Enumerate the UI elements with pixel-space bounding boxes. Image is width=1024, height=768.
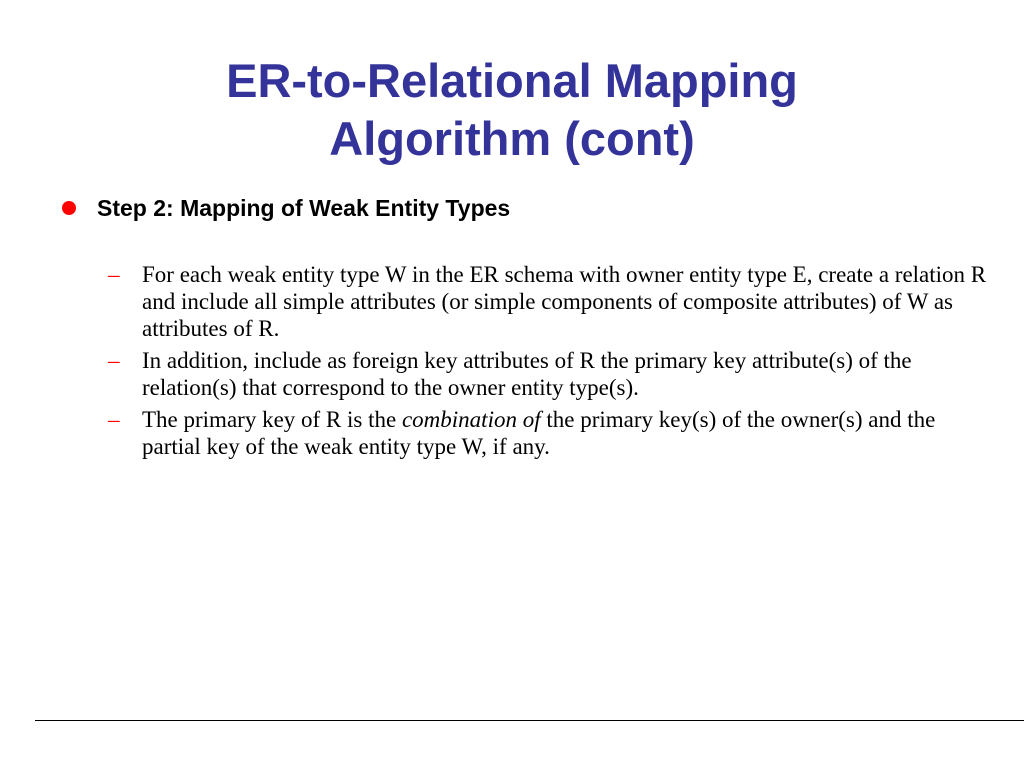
sub-bullet-item — [108, 261, 988, 342]
main-bullet-text: Step 2: Mapping of Weak Entity Types — [97, 195, 511, 221]
sub-bullet-item — [108, 347, 988, 401]
footer-divider — [35, 720, 1024, 721]
slide-title-line-2: Algorithm (cont) — [329, 112, 695, 165]
sub-bullet-text-after: the primary key(s) of the owner(s) and the partial key of the weak entity type W, if any. — [142, 407, 936, 459]
dash-bullet-icon: – — [108, 348, 120, 373]
dash-bullet-icon: – — [108, 407, 120, 432]
sub-bullet-list — [108, 261, 988, 465]
sub-bullet-text-before: The primary key of R is the — [142, 407, 402, 432]
red-dot-bullet-icon — [62, 201, 76, 215]
dash-bullet-icon: – — [108, 262, 120, 287]
main-bullet — [62, 193, 510, 223]
sub-bullet-item — [108, 406, 988, 460]
sub-bullet-text: For each weak entity type W in the ER schema with owner entity type E, create a relation R and include all simple attributes (or simple components of composite attributes) of W as attributes of R. — [142, 262, 987, 341]
slide-title — [0, 52, 1024, 168]
sub-bullet-text-italic: combination of — [401, 407, 541, 432]
sub-bullet-text: In addition, include as foreign key attributes of R the primary key attribute(s) of the relation(s) that correspond to the owner entity type(s). — [142, 348, 912, 400]
slide-title-line-1: ER-to-Relational Mapping — [226, 54, 798, 107]
sub-bullet-text — [142, 406, 988, 460]
